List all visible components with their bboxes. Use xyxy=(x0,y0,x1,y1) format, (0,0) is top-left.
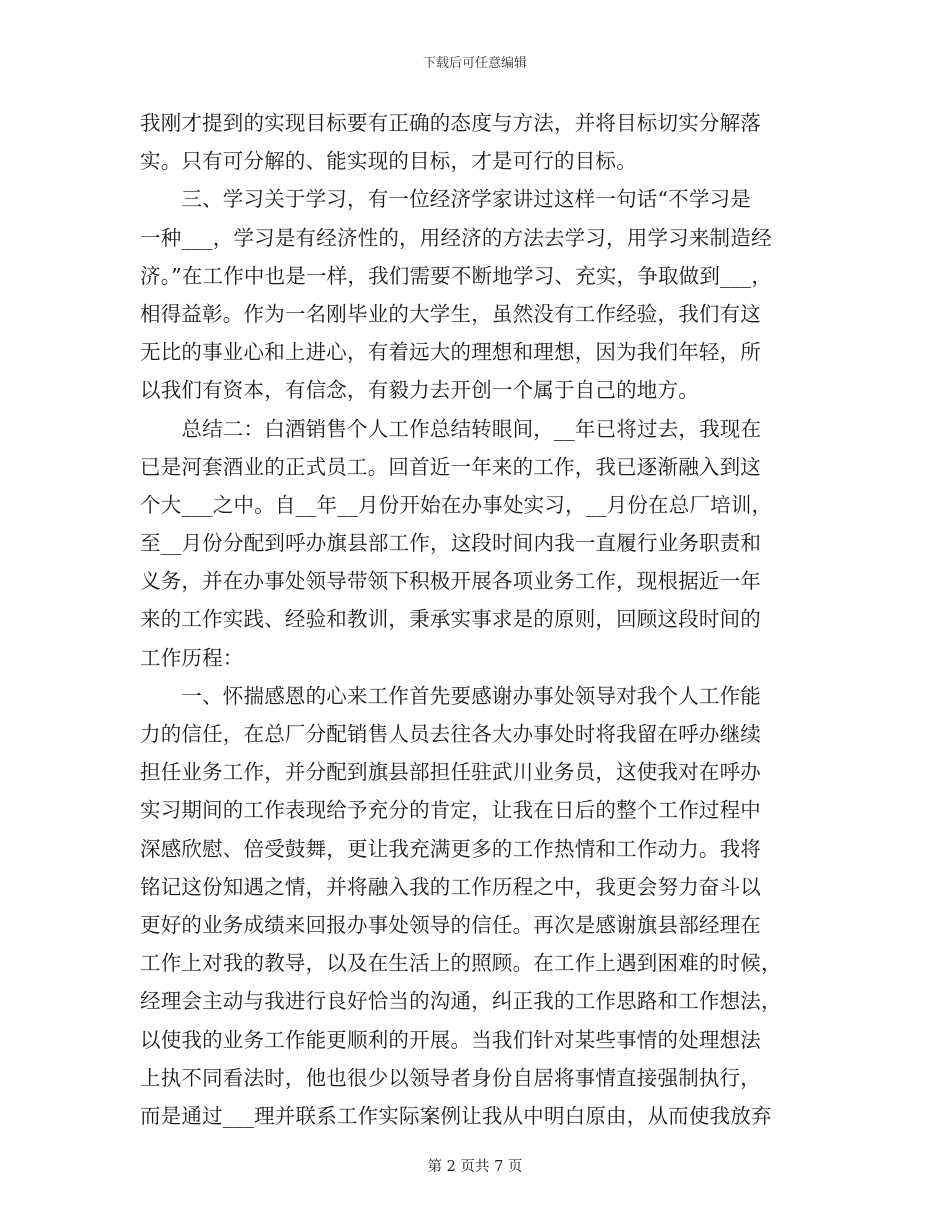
text-line: 至__月份分配到呼办旗县部工作，这段时间内我一直履行业务职责和 xyxy=(140,531,762,556)
text-line: 实。只有可分解的、能实现的目标，才是可行的目标。 xyxy=(140,149,637,174)
text-line: 来的工作实践、经验和教训，秉承实事求是的原则，回顾这段时间的 xyxy=(140,607,761,632)
text-line: 工作历程： xyxy=(140,645,244,670)
text-line: 工作上对我的教导，以及在生活上的照顾。在工作上遇到困难的时候， xyxy=(140,951,782,976)
text-line: 已是河套酒业的正式员工。回首近一年来的工作，我已逐渐融入到这 xyxy=(140,454,761,479)
text-line: 担任业务工作，并分配到旗县部担任驻武川业务员，这使我对在呼办 xyxy=(140,760,761,785)
text-line: 我刚才提到的实现目标要有正确的态度与方法，并将目标切实分解落 xyxy=(140,111,761,135)
text-line: 铭记这份知遇之情，并将融入我的工作历程之中，我更会努力奋斗以 xyxy=(140,874,761,899)
text-line: 而是通过___理并联系工作实际案例让我从中明白原由，从而使我放弃 xyxy=(140,1103,772,1128)
text-line: 力的信任，在总厂分配销售人员去往各大办事处时将我留在呼办继续 xyxy=(140,722,761,746)
text-line: 以使我的业务工作能更顺利的开展。当我们针对某些事情的处理想法 xyxy=(140,1027,761,1052)
text-line: 实习期间的工作表现给予充分的肯定，让我在日后的整个工作过程中 xyxy=(140,798,761,823)
text-line: 一种___，学习是有经济性的，用经济的方法去学习，用学习来制造经 xyxy=(140,225,772,250)
text-line: 济。”在工作中也是一样，我们需要不断地学习、充实，争取做到___， xyxy=(140,263,773,288)
page-number-footer: 第 2 页共 7 页 xyxy=(427,1159,523,1175)
text-line: 经理会主动与我进行良好恰当的沟通，纠正我的工作思路和工作想法， xyxy=(140,989,782,1014)
text-line: 相得益彰。作为一名刚毕业的大学生，虽然没有工作经验，我们有这 xyxy=(140,301,761,326)
text-line: 上执不同看法时，他也很少以领导者身份自居将事情直接强制执行， xyxy=(140,1065,761,1090)
text-line: 个大___之中。自__年__月份开始在办事处实习，__月份在总厂培训， xyxy=(140,492,773,517)
text-line: 一、怀揣感恩的心来工作首先要感谢办事处领导对我个人工作能 xyxy=(140,683,761,708)
text-line: 义务，并在办事处领导带领下积极开展各项业务工作，现根据近一年 xyxy=(140,569,761,594)
text-line: 无比的事业心和上进心，有着远大的理想和理想，因为我们年轻，所 xyxy=(140,340,761,365)
text-line: 总结二：白酒销售个人工作总结转眼间，__年已将过去，我现在 xyxy=(140,416,762,441)
page-header: 下载后可任意编辑 xyxy=(422,56,527,71)
text-line: 以我们有资本，有信念，有毅力去开创一个属于自己的地方。 xyxy=(140,378,699,403)
document-body xyxy=(140,104,810,1135)
text-line: 三、学习关于学习，有一位经济学家讲过这样一句话“不学习是 xyxy=(140,187,751,212)
text-line: 更好的业务成绩来回报办事处领导的信任。再次是感谢旗县部经理在 xyxy=(140,912,761,937)
text-line: 深感欣慰、倍受鼓舞，更让我充满更多的工作热情和工作动力。我将 xyxy=(140,836,761,861)
